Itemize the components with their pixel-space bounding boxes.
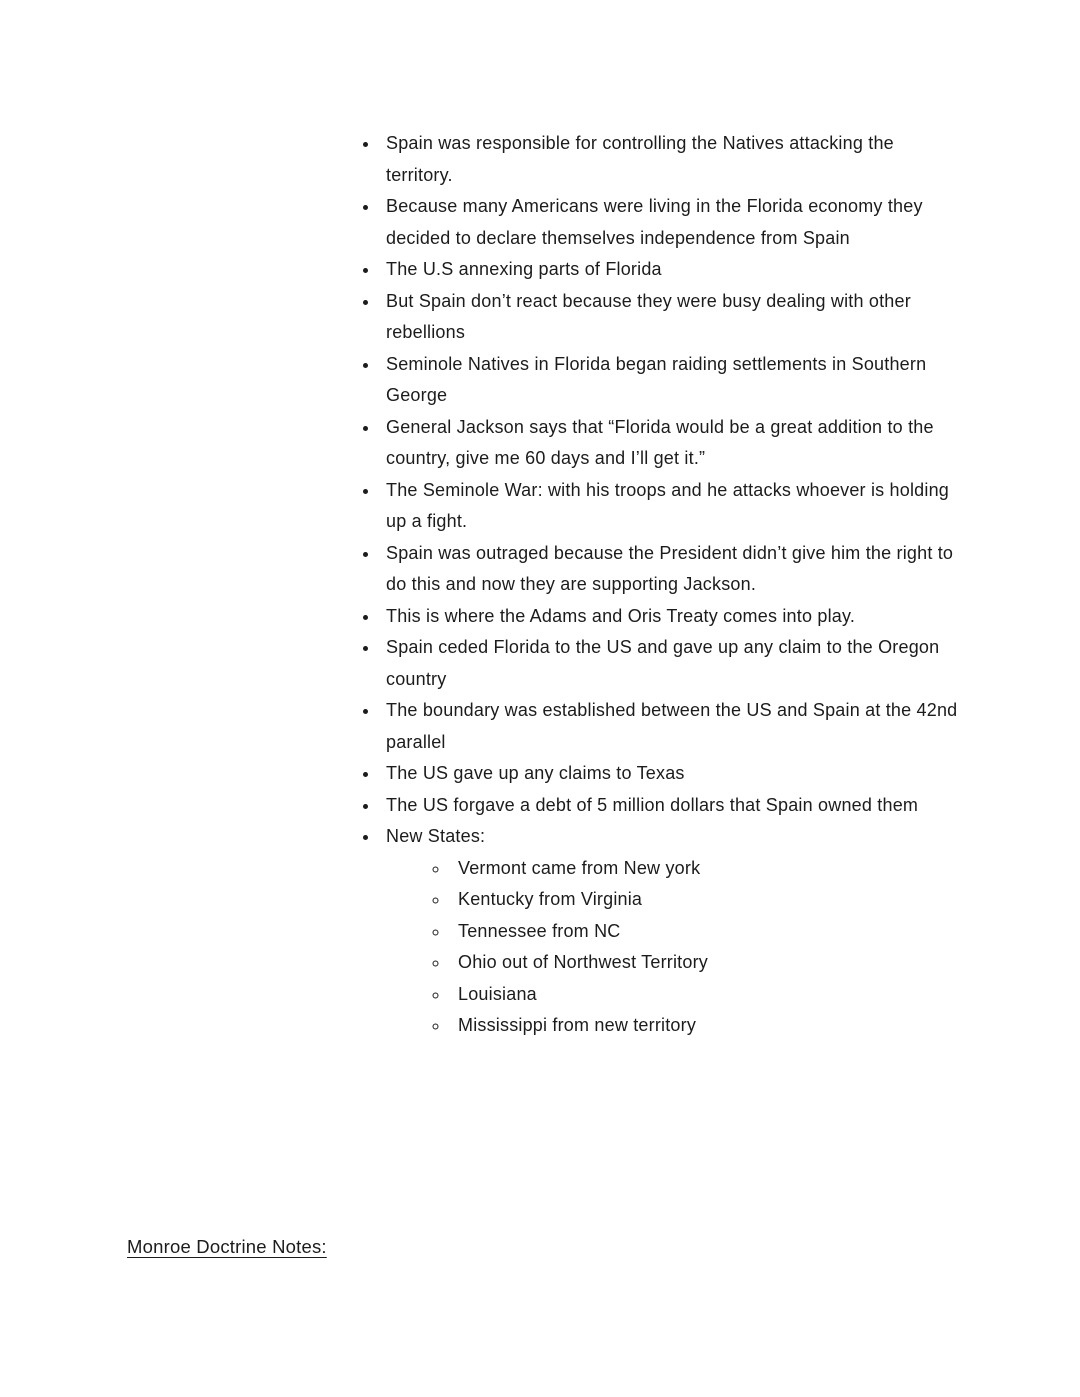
list-item-text: General Jackson says that “Florida would be a great addition to the country, give me 60 days and I’ll get it.” — [386, 416, 934, 468]
list-item — [380, 254, 965, 286]
list-item-text: Spain was responsible for controlling the Natives attacking the territory. — [386, 133, 894, 185]
list-item-text: The boundary was established between the US and Spain at the 42nd parallel — [386, 700, 958, 752]
list-item-text: Seminole Natives in Florida began raiding settlements in Southern George — [386, 353, 927, 405]
list-item-text: The US gave up any claims to Texas — [386, 763, 685, 783]
sub-list-item-text: Kentucky from Virginia — [458, 889, 643, 909]
list-item-text: New States: — [386, 826, 486, 846]
list-item-text: The US forgave a debt of 5 million dollars that Spain owned them — [386, 794, 919, 815]
list-item-text: Because many Americans were living in the Florida economy they decided to declare themselves independence from Spain — [386, 196, 923, 248]
sub-list-item-text: Tennessee from NC — [458, 920, 621, 941]
sub-list-item — [450, 1010, 965, 1042]
list-item — [380, 412, 965, 475]
list-item — [380, 538, 965, 601]
list-item — [380, 790, 965, 822]
list-item — [380, 758, 965, 790]
sub-list-item-text: Ohio out of Northwest Territory — [458, 952, 708, 972]
list-item — [380, 128, 965, 191]
sub-list — [386, 853, 965, 1042]
list-item — [380, 475, 965, 538]
list-item — [380, 286, 965, 349]
list-item-text: Spain ceded Florida to the US and gave up any claim to the Oregon country — [386, 637, 940, 689]
list-item-text: Spain was outraged because the President didn’t give him the right to do this and now they are supporting Jackson. — [386, 542, 954, 594]
list-item — [380, 695, 965, 758]
list-item — [380, 632, 965, 695]
list-item — [380, 601, 965, 633]
list-item — [380, 349, 965, 412]
sub-list-item — [450, 947, 965, 979]
list-item-text: This is where the Adams and Oris Treaty comes into play. — [386, 605, 856, 626]
section-heading: Monroe Doctrine Notes: — [127, 1236, 327, 1257]
list-item — [380, 191, 965, 254]
sub-list-item-text: Louisiana — [458, 983, 537, 1004]
sub-list-item — [450, 916, 965, 948]
list-item-text: But Spain don’t react because they were busy dealing with other rebellions — [386, 290, 911, 342]
sub-list-item — [450, 884, 965, 916]
list-item-text: The Seminole War: with his troops and he attacks whoever is holding up a fight. — [386, 479, 950, 531]
sub-list-item — [450, 853, 965, 885]
sub-list-item-text: Vermont came from New york — [458, 857, 701, 878]
sub-list-item-text: Mississippi from new territory — [458, 1015, 697, 1035]
sub-list-item — [450, 979, 965, 1011]
list-item-text: The U.S annexing parts of Florida — [386, 259, 662, 279]
list-item — [380, 821, 965, 1042]
